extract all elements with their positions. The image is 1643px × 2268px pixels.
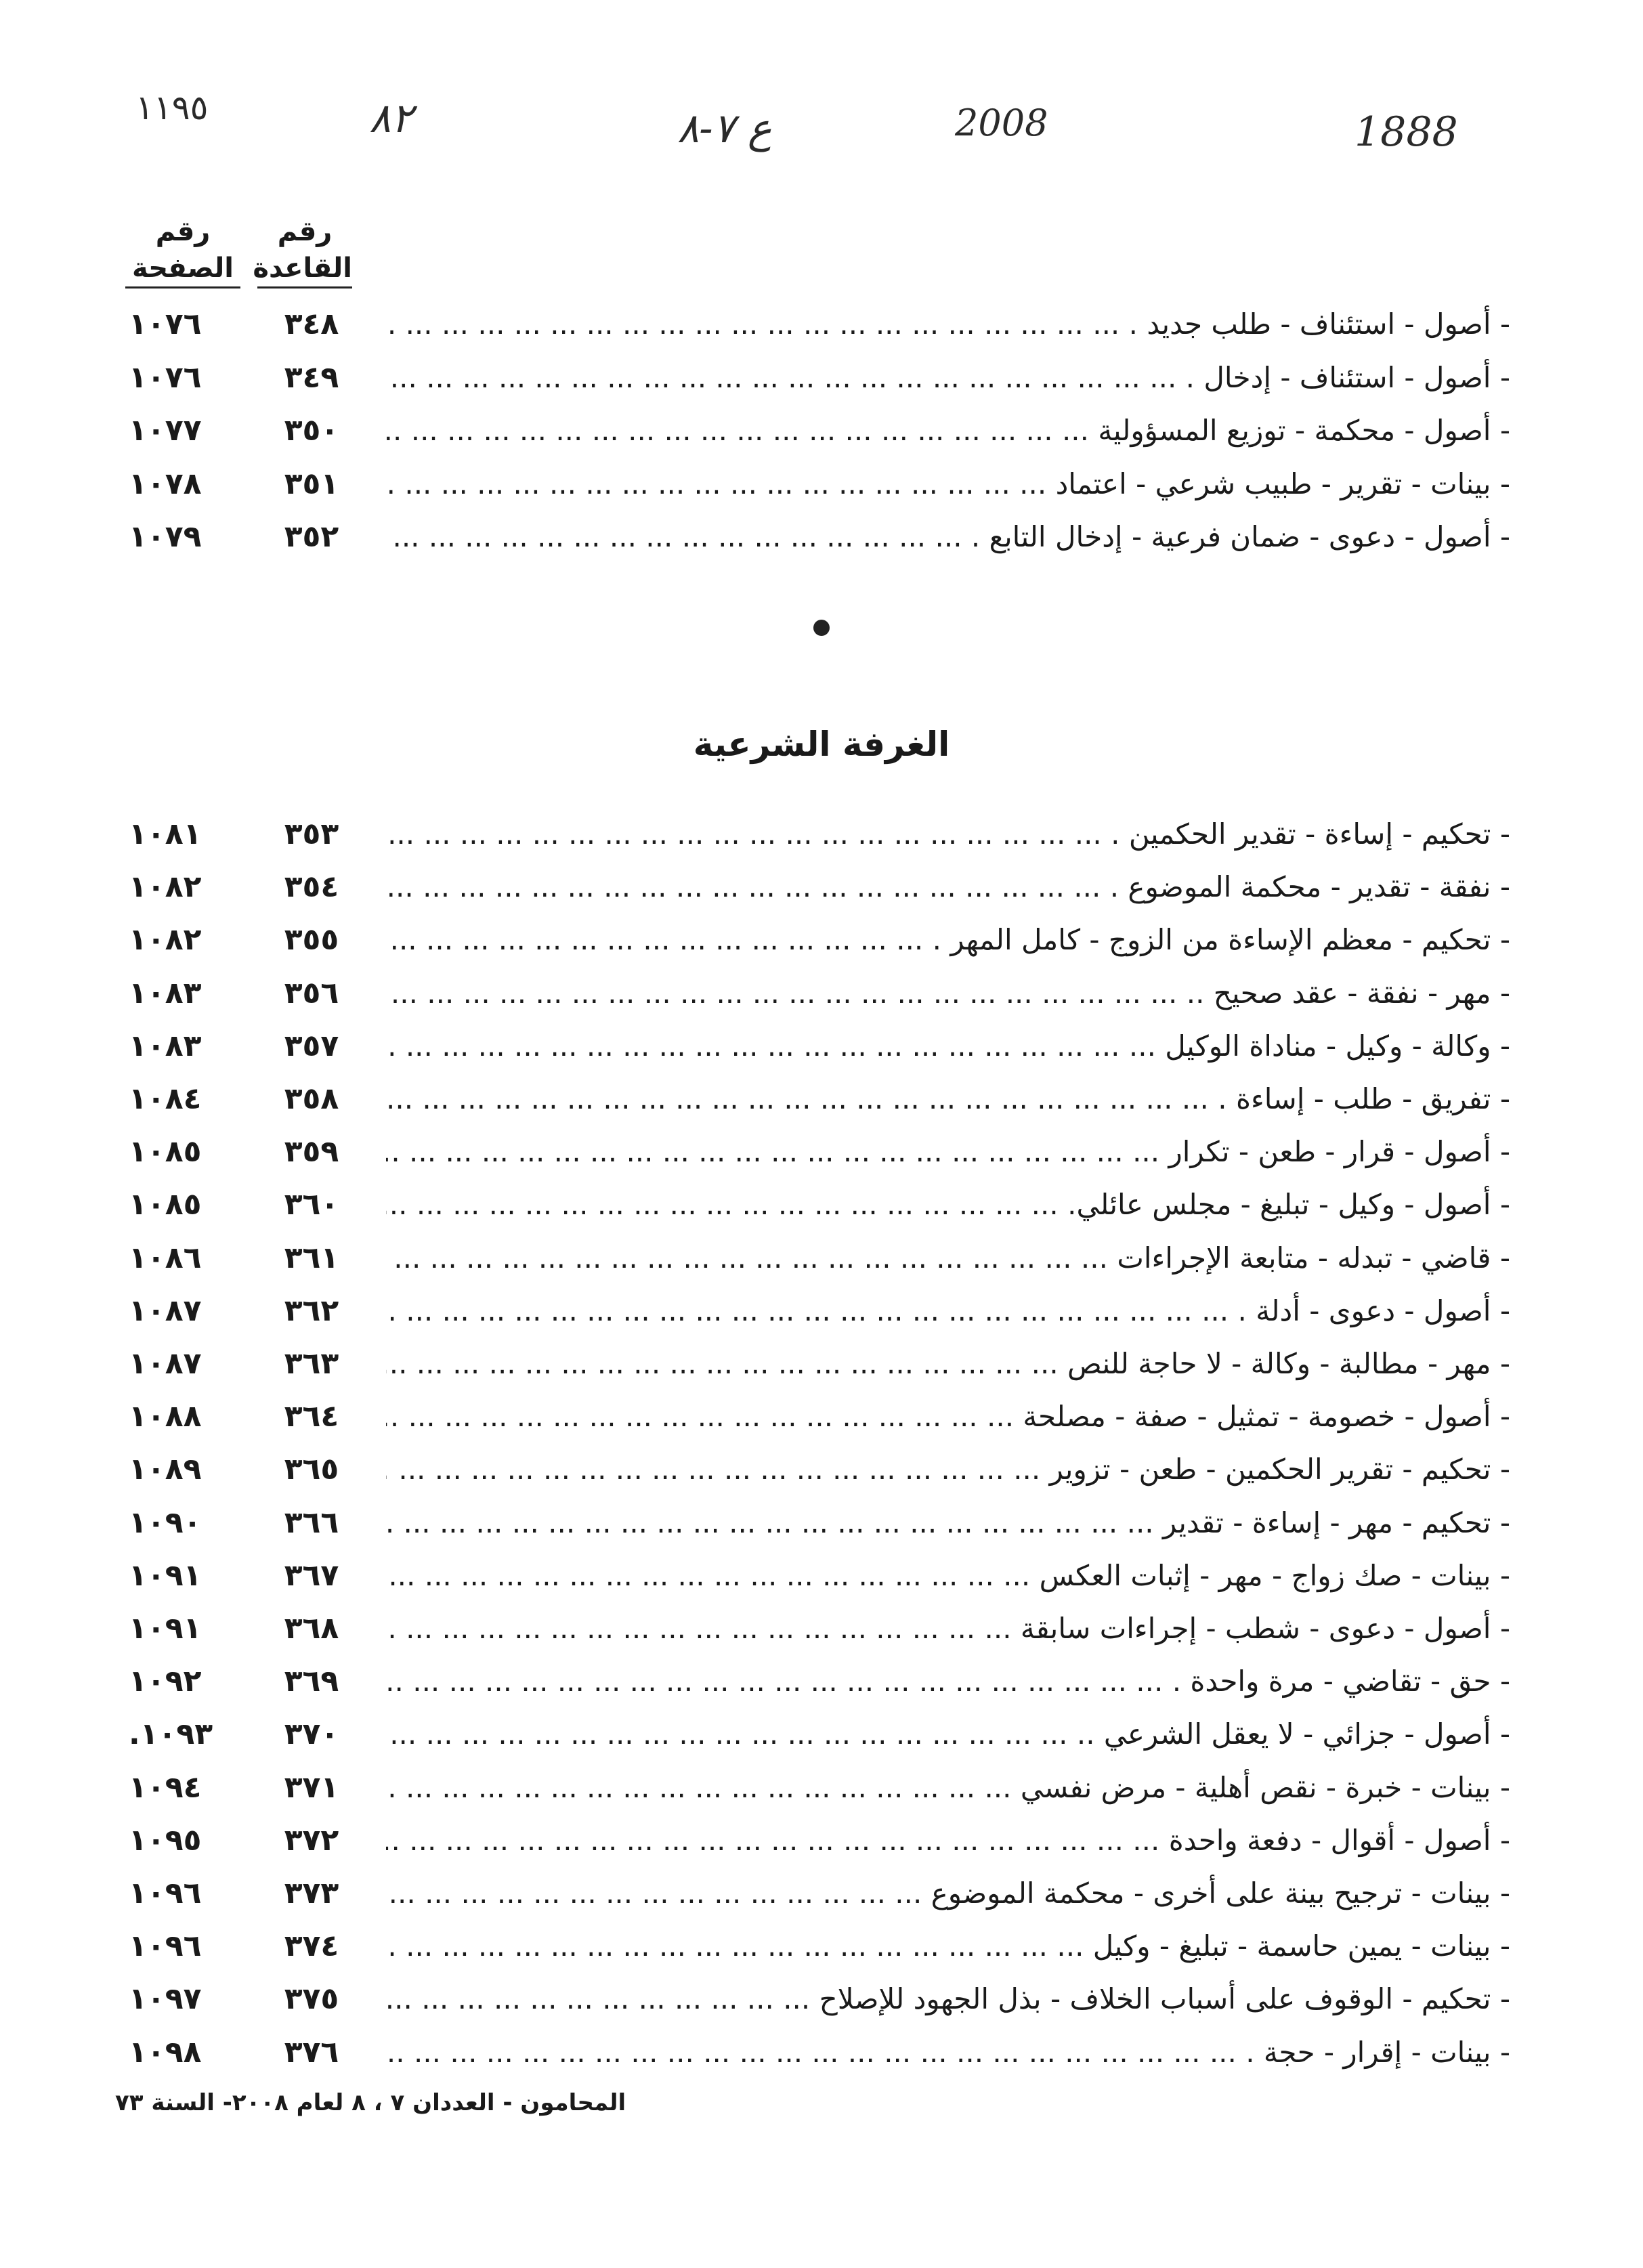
entry-text: - قاضي - تبدله - متابعة الإجراءات ... . <box>386 1232 1510 1285</box>
page-number: ١٠٧٦ <box>129 360 202 395</box>
index-row <box>129 1020 1510 1073</box>
rule-number: ٣٧٦ <box>284 2034 339 2070</box>
rule-number: ٣٥٦ <box>284 975 339 1010</box>
rule-number: ٣٦٤ <box>284 1399 339 1434</box>
rule-number: ٣٥٠ <box>284 413 339 448</box>
page-number: ١٠٧٨ <box>129 466 202 501</box>
rule-number: ٣٦٥ <box>284 1452 339 1487</box>
page-number: ١٠٧٧ <box>129 413 202 448</box>
page-number: ١٠٨٣ <box>129 1028 202 1063</box>
entry-text: - أصول - استئناف - إدخال . ... . <box>386 351 1510 404</box>
index-row <box>129 1814 1510 1867</box>
entry-text: - أصول - وكيل - تبليغ - مجلس عائلي. ... . <box>386 1178 1510 1231</box>
page-number: ١٠٩١ <box>129 1611 202 1646</box>
handwritten-mark: 1888 <box>1354 108 1458 156</box>
index-row <box>129 808 1510 861</box>
page-number: ١٠٨٨ <box>129 1399 202 1434</box>
page-number: ١٠٨٣ <box>129 975 202 1010</box>
index-row <box>129 1602 1510 1655</box>
entry-text: - تحكيم - تقرير الحكمين - طعن - تزوير ... . <box>386 1443 1510 1496</box>
rule-heading-line2: القاعدة <box>257 250 352 288</box>
rule-heading-line1: رقم <box>277 216 333 247</box>
index-row <box>129 1655 1510 1708</box>
entry-text: - أصول - دعوى - شطب - إجراءات سابقة ... . <box>386 1602 1510 1655</box>
rule-number: ٣٥٨ <box>284 1082 339 1116</box>
entry-text: - أصول - خصومة - تمثيل - صفة - مصلحة ... . <box>386 1390 1510 1443</box>
handwritten-mark: 2008 <box>955 102 1048 144</box>
index-row <box>129 1443 1510 1496</box>
index-row <box>129 404 1510 457</box>
page-number: ١٠٨٧ <box>129 1293 202 1328</box>
page-number: ١٠٨٥ <box>129 1187 202 1222</box>
rule-number: ٣٥٥ <box>284 922 339 958</box>
rule-number: ٣٧٤ <box>284 1929 339 1964</box>
page-number: ١٠٨٢ <box>129 922 202 958</box>
rule-number: ٣٧٥ <box>284 1982 339 2017</box>
index-row <box>129 1708 1510 1761</box>
entry-text: - أصول - محكمة - توزيع المسؤولية ... . <box>386 404 1510 457</box>
rule-number: ٣٥٩ <box>284 1134 339 1170</box>
index-row <box>129 1973 1510 2026</box>
entry-text: - بينات - صك زواج - مهر - إثبات العكس ... . <box>386 1549 1510 1602</box>
page-number: ١٠٨٢ <box>129 870 202 905</box>
handwritten-mark: ٨٢ <box>369 95 413 142</box>
rule-number: ٣٤٩ <box>284 360 339 395</box>
rule-number: ٣٧٣ <box>284 1876 339 1910</box>
index-row <box>129 861 1510 914</box>
page-heading-line1: رقم <box>155 216 211 247</box>
index-row <box>129 1338 1510 1390</box>
page-heading-line2: الصفحة <box>125 250 240 288</box>
entry-text: - أصول - جزائي - لا يعقل الشرعي .. ... . <box>386 1708 1510 1761</box>
rule-number: ٣٦٠ <box>284 1187 339 1222</box>
index-row <box>129 1073 1510 1126</box>
rule-number: ٣٧١ <box>284 1770 339 1805</box>
entry-text: - أصول - دعوى - ضمان فرعية - إدخال التابع . ... . <box>386 511 1510 563</box>
rule-number: ٣٦٣ <box>284 1346 339 1381</box>
rule-number: ٣٥٢ <box>284 519 339 554</box>
rule-number: ٣٦٩ <box>284 1664 339 1699</box>
page-number: ١٠٩٨ <box>129 2034 202 2070</box>
page-number-top: ١١٩٥ <box>135 88 209 127</box>
entry-text: - تحكيم - إساءة - تقدير الحكمين . ... . <box>386 808 1510 861</box>
page-number: ١٠٩٦ <box>129 1876 202 1910</box>
page-number: ١٠٩٦ <box>129 1929 202 1964</box>
rule-number: ٣٤٨ <box>284 307 339 341</box>
index-row <box>129 1178 1510 1231</box>
page-number: ١٠٨٤ <box>129 1082 202 1116</box>
rule-number: ٣٦٧ <box>284 1558 339 1593</box>
page-number: ١٠٩٣. <box>129 1717 213 1752</box>
entry-text: - تحكيم - معظم الإساءة من الزوج - كامل المهر . ... . <box>386 914 1510 966</box>
rule-number: ٣٦٦ <box>284 1505 339 1540</box>
index-row <box>129 1920 1510 1973</box>
index-row <box>129 1497 1510 1549</box>
entry-text: - بينات - ترجيح بينة على أخرى - محكمة الموضوع ... . <box>386 1867 1510 1920</box>
rule-number: ٣٥٤ <box>284 870 339 905</box>
entry-text: - مهر - نفقة - عقد صحيح .. ... . <box>386 967 1510 1020</box>
entry-text: - نفقة - تقدير - محكمة الموضوع . ... . <box>386 861 1510 914</box>
handwritten-mark: ع ٧-٨ <box>677 105 772 152</box>
index-row <box>129 1549 1510 1602</box>
page-number: ١٠٨٥ <box>129 1134 202 1170</box>
rule-number-heading <box>253 213 352 288</box>
rule-number: ٣٦٨ <box>284 1611 339 1646</box>
index-row <box>129 914 1510 966</box>
index-row <box>129 298 1510 351</box>
index-row <box>129 1232 1510 1285</box>
entry-text: - وكالة - وكيل - مناداة الوكيل ... . <box>386 1020 1510 1073</box>
index-row <box>129 1390 1510 1443</box>
index-row <box>129 1126 1510 1178</box>
section-separator-dot <box>813 620 830 636</box>
page-number: ١٠٨٧ <box>129 1346 202 1381</box>
page-number: ١٠٨١ <box>129 817 202 851</box>
page-number: ١٠٩٠ <box>129 1505 202 1540</box>
index-row <box>129 1867 1510 1920</box>
page-number: ١٠٩٤ <box>129 1770 202 1805</box>
index-row <box>129 2026 1510 2079</box>
section-title: الغرفة الشرعية <box>693 725 950 764</box>
rule-number: ٣٧٠ <box>284 1717 339 1752</box>
entry-text: - بينات - تقرير - طبيب شرعي - اعتماد ... . <box>386 458 1510 511</box>
page-number-heading <box>125 213 240 288</box>
entry-text: - تفريق - طلب - إساءة . ... . <box>386 1073 1510 1126</box>
page-number: ١٠٩٥ <box>129 1822 202 1858</box>
entry-text: - أصول - دعوى - أدلة . ... . <box>386 1285 1510 1338</box>
entry-text: - تحكيم - الوقوف على أسباب الخلاف - بذل الجهود للإصلاح ... . <box>386 1973 1510 2026</box>
entry-text: - بينات - يمين حاسمة - تبليغ - وكيل ... . <box>386 1920 1510 1973</box>
footer: المحامون - العددان ٧ ، ٨ لعام ٢٠٠٨- السنة ٧٣ <box>115 2089 626 2116</box>
entry-text: - أصول - أقوال - دفعة واحدة ... . <box>386 1814 1510 1867</box>
page-number: ١٠٨٦ <box>129 1240 202 1275</box>
page-number: ١٠٧٩ <box>129 519 202 554</box>
entry-text: - مهر - مطالبة - وكالة - لا حاجة للنص ... . <box>386 1338 1510 1390</box>
entry-text: - حق - تقاضي - مرة واحدة . ... . <box>386 1655 1510 1708</box>
rule-number: ٣٦١ <box>284 1240 339 1275</box>
page-number: ١٠٨٩ <box>129 1452 202 1487</box>
page-number: ١٠٩٢ <box>129 1664 202 1699</box>
rule-number: ٣٥٧ <box>284 1028 339 1063</box>
entry-text: - أصول - استئناف - طلب جديد . ... . <box>386 298 1510 351</box>
page-number: ١٠٩١ <box>129 1558 202 1593</box>
index-row <box>129 458 1510 511</box>
index-row <box>129 511 1510 563</box>
rule-number: ٣٥٣ <box>284 817 339 851</box>
rule-number: ٣٧٢ <box>284 1822 339 1858</box>
entry-text: - بينات - إقرار - حجة . ... . <box>386 2026 1510 2079</box>
rule-number: ٣٦٢ <box>284 1293 339 1328</box>
entry-text: - تحكيم - مهر - إساءة - تقدير ... . <box>386 1497 1510 1549</box>
index-row <box>129 967 1510 1020</box>
entry-text: - بينات - خبرة - نقص أهلية - مرض نفسي ... . <box>386 1761 1510 1814</box>
rule-number: ٣٥١ <box>284 466 339 501</box>
index-row <box>129 1285 1510 1338</box>
page-number: ١٠٧٦ <box>129 307 202 341</box>
index-row <box>129 1761 1510 1814</box>
entry-text: - أصول - قرار - طعن - تكرار ... . <box>386 1126 1510 1178</box>
index-row <box>129 351 1510 404</box>
page-number: ١٠٩٧ <box>129 1982 202 2017</box>
